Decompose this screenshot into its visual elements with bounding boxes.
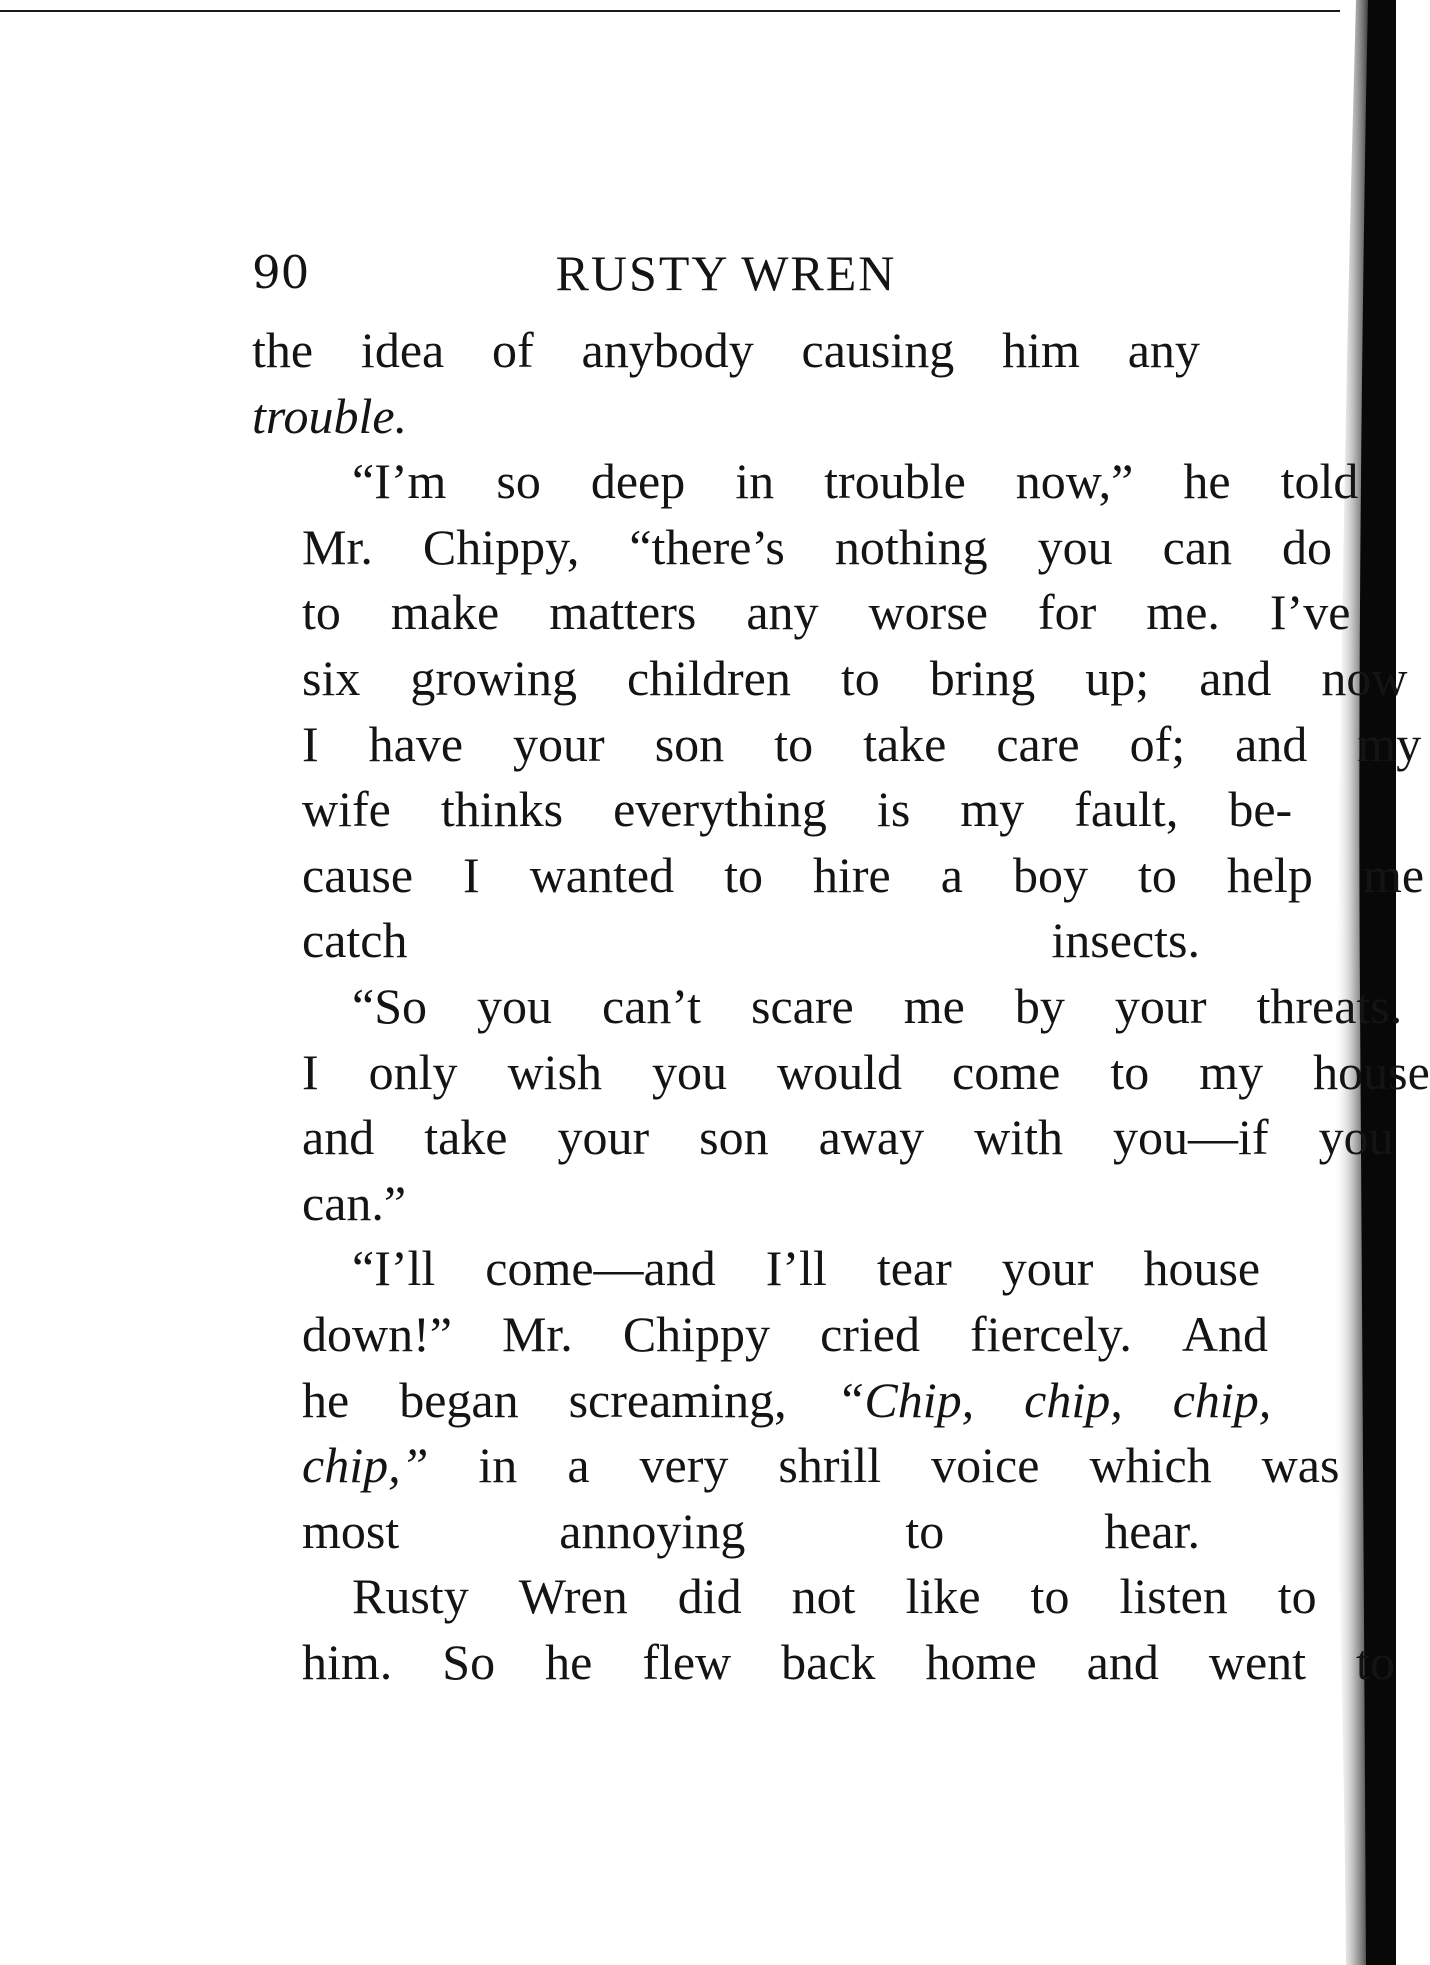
page-header: [252, 240, 1200, 306]
text-line: chip,” in a very shrill voice which was: [302, 1437, 1340, 1494]
text-line: he began screaming, “Chip, chip, chip,: [302, 1371, 1272, 1428]
text-line: six growing children to bring up; and now: [302, 649, 1408, 706]
text-line: him. So he flew back home and went to: [302, 1633, 1395, 1690]
text-line: down!” Mr. Chippy cried fiercely. And: [302, 1305, 1269, 1362]
text-line: Rusty Wren did not like to listen to: [352, 1568, 1317, 1625]
text-line: cause I wanted to hire a boy to help me: [302, 846, 1425, 903]
text-line: I have your son to take care of; and my: [302, 715, 1422, 772]
text-line: I only wish you would come to my house: [302, 1043, 1430, 1100]
book-page: [252, 240, 1430, 1695]
text-line: Mr. Chippy, “there’s nothing you can do: [302, 518, 1333, 575]
running-title: RUSTY WREN: [555, 245, 897, 301]
page-number: 90: [252, 246, 310, 299]
text-line: “I’m so deep in trouble now,” he told: [352, 453, 1359, 510]
top-rule: [0, 10, 1340, 12]
text-line: can.”: [302, 1174, 407, 1231]
paragraph: [252, 318, 1200, 449]
text-line: trouble.: [252, 387, 408, 444]
text-line: wife thinks everything is my fault, be-: [302, 781, 1293, 838]
text-line: “I’ll come—and I’ll tear your house: [352, 1240, 1261, 1297]
body-text: [252, 318, 1430, 1695]
text-line: to make matters any worse for me. I’ve: [302, 584, 1351, 641]
text-line: the idea of anybody causing him any: [252, 322, 1200, 378]
text-line: catch insects.: [302, 912, 1200, 969]
text-line: “So you can’t scare me by your threats.: [352, 977, 1403, 1034]
paragraph: [252, 1236, 1340, 1564]
paragraph: [252, 1564, 1395, 1695]
text-line: most annoying to hear.: [302, 1502, 1200, 1559]
paragraph: [252, 449, 1425, 974]
paragraph: [252, 974, 1430, 1236]
text-line: and take your son away with you—if you: [302, 1109, 1394, 1166]
